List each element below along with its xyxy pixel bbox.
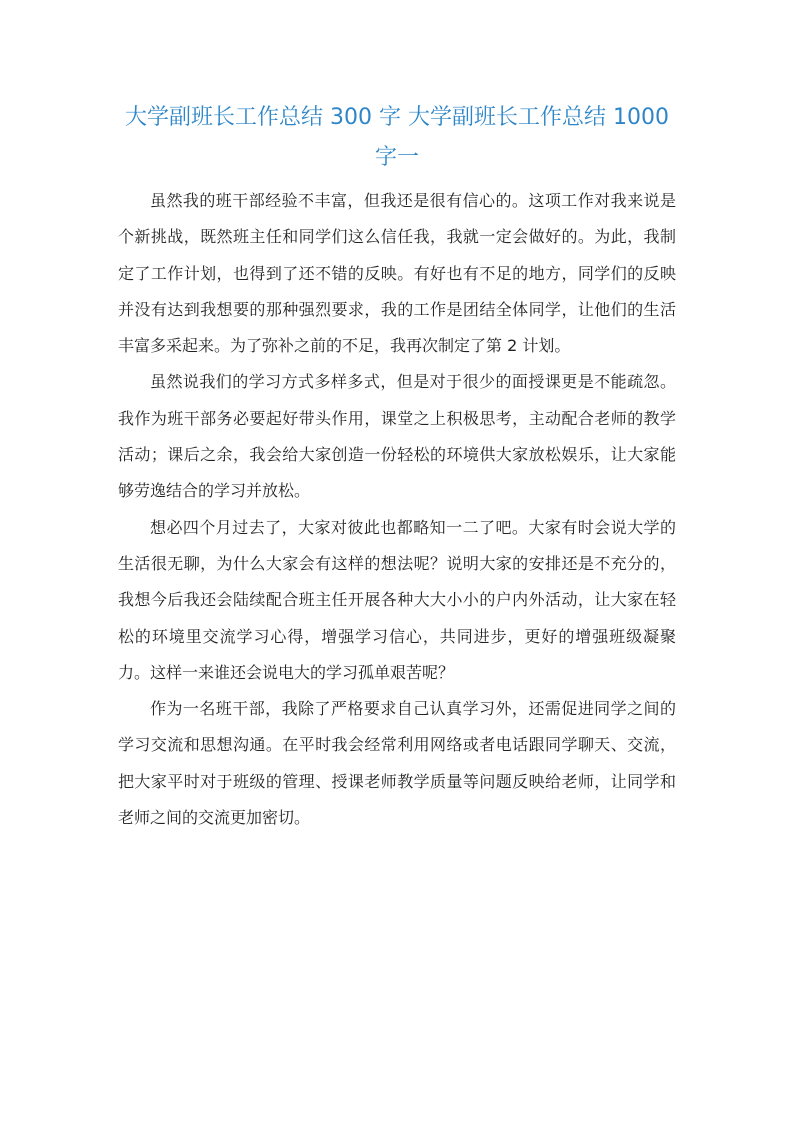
paragraph: 虽然我的班干部经验不丰富，但我还是很有信心的。这项工作对我来说是个新挑战，既然班主任和同学们这么信任我，我就一定会做好的。为此，我制定了工作计划，也得到了还不错的反映。有好也有不足的地方，同学们的反映并没有达到我想要的那种强烈要求，我的工作是团结全体同学，让他们的生活丰富多采起来。为了弥补之前的不足，我再次制定了第 2 计划。 (118, 191, 676, 356)
document-title: 大学副班长工作总结 300 字 大学副班长工作总结 1000 字一 (125, 105, 669, 170)
paragraph: 想必四个月过去了，大家对彼此也都略知一二了吧。大家有时会说大学的生活很无聊，为什么大家会有这样的想法呢？说明大家的安排还是不充分的，我想今后我还会陆续配合班主任开展各种大大小小的户内外活动，让大家在轻松的环境里交流学习心得，增强学习信心，共同进步，更好的增强班级凝聚力。这样一来谁还会说电大的学习孤单艰苦呢？ (118, 517, 676, 682)
paragraph: 虽然说我们的学习方式多样多式，但是对于很少的面授课更是不能疏忽。我作为班干部务必要起好带头作用，课堂之上积极思考，主动配合老师的教学活动；课后之余，我会给大家创造一份轻松的环境供大家放松娱乐，让大家能够劳逸结合的学习并放松。 (118, 372, 676, 501)
document-body (118, 183, 676, 836)
paragraph: 作为一名班干部，我除了严格要求自己认真学习外，还需促进同学之间的学习交流和思想沟通。在平时我会经常利用网络或者电话跟同学聊天、交流，把大家平时对于班级的管理、授课老师教学质量等问题反映给老师，让同学和老师之间的交流更加密切。 (118, 699, 676, 828)
